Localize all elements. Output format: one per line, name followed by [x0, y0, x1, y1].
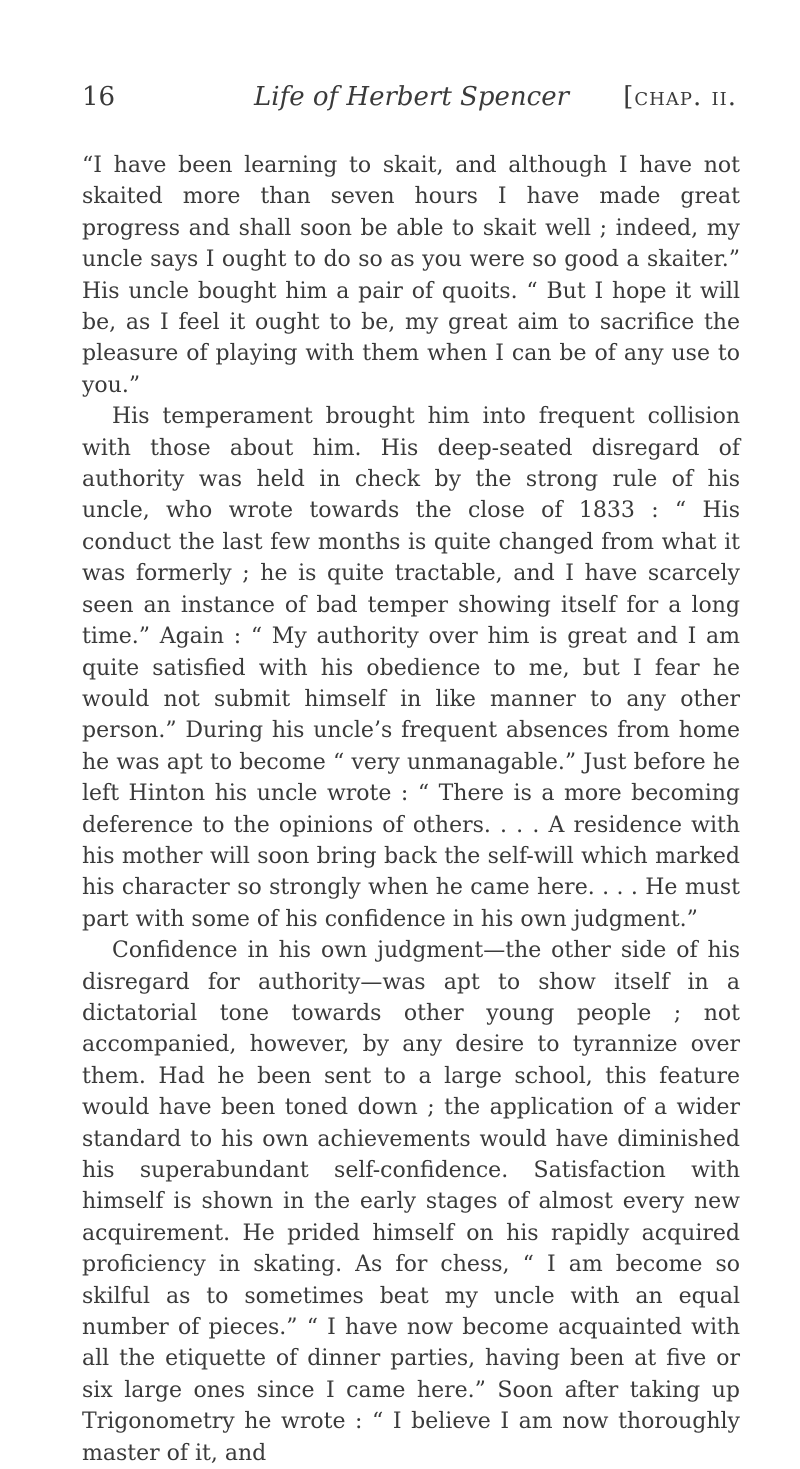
- paragraph: His temperament brought him into frequent collision with those about him. His deep-seated disregard of authority was held in check by the strong rule of his uncle, who wrote towards the close of 1833 : “ His conduct the last few months is quite changed from what it was formerly ; he is quite tractable, and I have scarcely seen an instance of bad temper showing itself for a long time.” Again : “ My authority over him is great and I am quite satisfied with his obedience to me, but I fear he would not submit himself in like manner to any other person.” During his uncle’s frequent absences from home he was apt to become “ very unmanagable.” Just before he left Hinton his uncle wrote : “ There is a more becoming deference to the opinions of others. . . . A residence with his mother will soon bring back the self-will which marked his character so strongly when he came here. . . . He must part with some of his confidence in his own judgment.”: [82, 404, 740, 932]
- body-text: [82, 150, 740, 1469]
- page-number: 16: [82, 82, 116, 112]
- chapter-label: [chap. ii.: [623, 82, 737, 112]
- running-title: Life of Herbert Spencer: [254, 82, 570, 112]
- running-header: [82, 82, 737, 122]
- paragraph: Confidence in his own judgment—the other side of his disregard for authority—was apt to show itself in a dictatorial tone towards other young people ; not accompanied, however, by any desire to tyrannize over them. Had he been sent to a large school, this feature would have been toned down ; the application of a wider standard to his own achievements would have diminished his superabundant self-confidence. Satisfaction with himself is shown in the early stages of almost every new acquirement. He prided himself on his rapidly acquired proficiency in skating. As for chess, “ I am become so skilful as to sometimes beat my uncle with an equal number of pieces.” “ I have now become acquainted with all the etiquette of dinner parties, having been at five or six large ones since I came here.” Soon after taking up Trigonometry he wrote : “ I believe I am now thoroughly master of it, and: [82, 938, 740, 1466]
- paragraph: “I have been learning to skait, and although I have not skaited more than seven hours I have made great progress and shall soon be able to skait well ; indeed, my uncle says I ought to do so as you were so good a skaiter.” His uncle bought him a pair of quoits. “ But I hope it will be, as I feel it ought to be, my great aim to sacrifice the pleasure of playing with them when I can be of any use to you.”: [82, 153, 740, 398]
